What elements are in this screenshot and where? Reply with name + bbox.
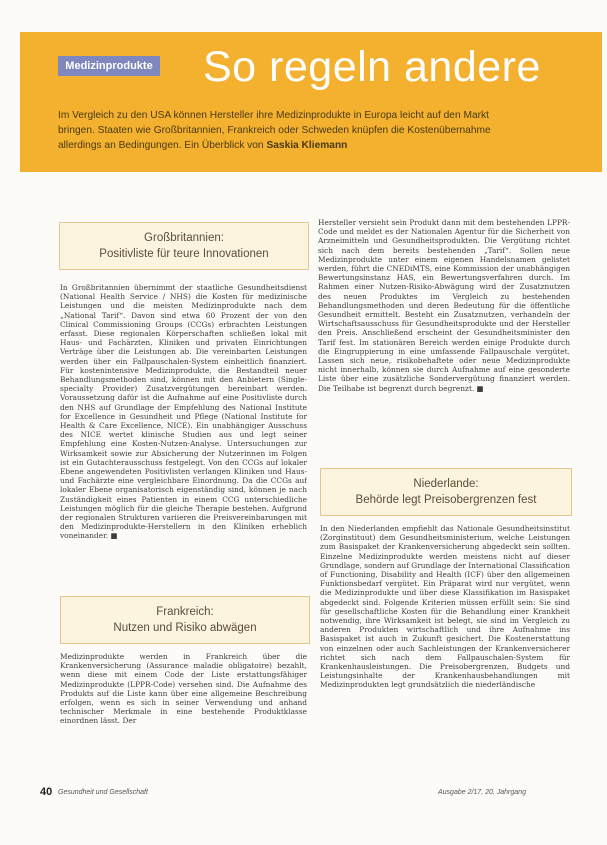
headline: So regeln andere <box>203 43 541 91</box>
uk-paragraph: In Großbritannien übernimmt der staatliche Gesundheitsdienst (National Health Service / NHS) die Kosten für medizinische Leistungen und die meisten Medizinprodukte nach dem „National Tarif“. Davon sind etwa 60 Prozent der von den Clinical Commissioning Groups (CCGs) erbrachten Leistungen erfasst. Diese regionalen Körperschaften schließen lokal mit Haus- und Fachärzten, Kliniken und privaten Einrichtungen Verträge über die Leistungen ab. Die vereinbarten Leistungen werden über ein Fallpauschalen-System einheitlich finanziert. Für kostenintensive Medizinprodukte, die Bestandteil neuer Behandlungsmethoden sind, können mit den Anbietern (Single-specialty Provider) Zusatzvergütungen bereinbart werden. Voraussetzung dafür ist die Aufnahme auf eine Positivliste durch den NHS auf Grundlage der Empfehlung des National Institute for Excellence in Gesundheit und Pflege (National Institute for Health & Care Excellence, NICE). Ein unabhängiger Ausschuss des NICE wertet klinische Studien aus und legt seiner Empfehlung eine Kosten-Nutzen-Analyse. Untersuchungen zur Wirksamkeit sowie zur Absicherung der Nutzerinnen im Folgen ist ein Gutachterausschuss festgelegt. Von den CCGs auf lokaler Ebene angewendeten Positivlisten verlangen Kliniken und Haus- und Fachärzte eine vergleichbare Einordnung. Da die CCGs auf lokaler Ebene organisatorisch eigenständig sind, können je nach Zuständigkeit eines Patienten in einem CCG unterschiedliche Leistungen möglich für die gleiche Therapie bestehen. Aufgrund der regionalen Strukturen variieren die Preisvereinbarungen mit den Medizinprodukte-Herstellern in den Kliniken erheblich voneinander. ■ <box>60 283 307 541</box>
fr-subtitle: Nutzen und Risiko abwägen <box>113 622 257 634</box>
nl-heading-box <box>320 468 572 516</box>
fr-heading-box <box>60 596 310 644</box>
lead-text: Im Vergleich zu den USA können Hersteller ihre Medizinprodukte in Europa leicht auf den Markt bringen. Staaten wie Großbritannien, Frankreich oder Schweden knüpfen die Kostenübernahme allerdings an Bedingungen. Ein Überblick von <box>58 110 491 151</box>
issue-info: Ausgabe 2/17, 20. Jahrgang <box>438 789 526 796</box>
uk-country: Großbritannien: <box>144 232 224 244</box>
fr-country: Frankreich: <box>156 606 214 618</box>
lead-paragraph <box>58 108 528 153</box>
nl-body-text <box>320 524 570 772</box>
uk-body-text <box>60 283 307 581</box>
fr-body-text <box>60 652 307 772</box>
page-number: 40 <box>40 786 53 798</box>
section-tag: Medizinprodukte <box>58 56 160 76</box>
nl-country: Niederlande: <box>413 478 479 490</box>
fr-continued-paragraph: Hersteller versieht sein Produkt dann mit dem bestehenden LPPR-Code und meldet es der Nationalen Agentur für die Sicherheit von Arzneimitteln und Gesundheitsprodukten. Die Vergütung richtet sich nach dem bereits bestehenden „Tarif“. Sollen neue Medizinprodukte unter einem eigenen Handelsnamen gelistet werden, führt die CNEDiMTS, eine Kommission der unabhängigen Bewertungsinstanz HAS, ein Bewertungsverfahren durch. Im Rahmen einer Nutzen-Risiko-Abwägung wird der Zusatznutzen des neuen Produktes im Vergleich zu bestehenden Behandlungsmethoden und deren Bedeutung für die öffentliche Gesundheit ermittelt. Besteht ein Zusatznutzen, verhandeln der Wirtschaftsausschuss für Gesundheitsprodukte und der Hersteller den Preis. Anschließend erscheint der Gesundheitsminister den Tarif fest. Im stationären Bereich werden einige Produkte durch die Eingruppierung in eine umfassende Fallpauschale vergütet. Lassen sich neue, risikobehaftete oder neue Medizinprodukte nicht innerhalb, können sie durch Aufnahme auf eine gesonderte Liste über eine zusätzliche Sondervergütung finanziert werden. Die Teilhabe ist begrenzt durch begrenzt. ■ <box>318 218 570 393</box>
fr-paragraph: Medizinprodukte werden in Frankreich über die Krankenversicherung (Assurance maladie obligatoire) bezahlt, wenn diese mit einem Code der Liste erstattungsfähiger Medizinprodukte (LPPR-Code) versehen sind. Die Aufnahme des Produkts auf die Liste kann über eine allgemeine Beschreibung erfolgen, wenn es sich in seiner Verwendung und anhand technischer Merkmale in eine bestehende Produktklasse einordnen lässt. Der <box>60 652 307 726</box>
nl-subtitle: Behörde legt Preisobergrenzen fest <box>355 494 537 506</box>
author-name: Saskia Kliemann <box>266 140 348 151</box>
fr-continued-text <box>318 218 570 446</box>
uk-subtitle: Positivliste für teure Innovationen <box>99 248 269 260</box>
uk-heading-box <box>59 222 309 270</box>
journal-name: Gesundheit und Gesellschaft <box>58 789 148 796</box>
nl-paragraph: In den Niederlanden empfiehlt das Nationale Gesundheitsinstitut (Zorginstituut) dem Gesundheitsministerium, welche Leistungen zum Basispaket der Krankenversicherung abgedeckt sein sollten. Einzelne Medizinprodukte werden meistens nicht auf dieser Grundlage, sondern auf Grundlage der International Classification of Functioning, Disability and Health (ICF) über den allgemeinen Funktionsbedarf vergütet. Ein Präparat wird nur vergütet, wenn die Medizinprodukte und über diese Klassifikation im Basispaket abgedeckt sind. Folgende Kriterien müssen erfüllt sein: Sie sind für gesellschaftliche Kosten für die Behandlung einer Krankheit notwendig, ihre Wirksamkeit ist belegt, sie sind im Vergleich zu anderen Produkten wirtschaftlich und ihre Aufnahme ins Basispaket ist auch in Zukunft gesichert. Die Kostenerstattung von einzelnen oder auch Sachleistungen der Krankenversicherer richtet sich nach dem Fallpauschalen-System für Krankenhausleistungen. Die Preisobergrenzen, Budgets und Leistungsinhalte der Krankenhausbehandlungen mit Medizinprodukten legt grundsätzlich die niederländische <box>320 524 570 690</box>
